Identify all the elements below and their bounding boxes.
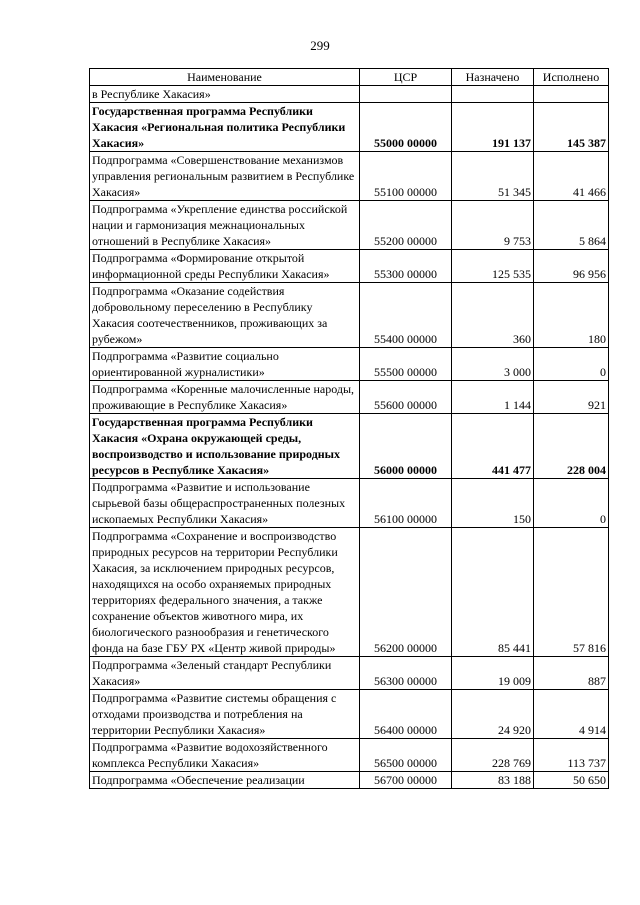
row-executed-cell: 228 004 xyxy=(534,414,609,479)
row-csr-cell: 55500 00000 xyxy=(360,348,452,381)
row-csr-cell: 56000 00000 xyxy=(360,414,452,479)
row-csr-cell: 55200 00000 xyxy=(360,201,452,250)
row-csr-cell: 56400 00000 xyxy=(360,690,452,739)
row-name-cell: Подпрограмма «Развитие социально ориентированной журналистики» xyxy=(90,348,360,381)
row-csr-cell: 56500 00000 xyxy=(360,739,452,772)
table-row xyxy=(90,201,609,250)
budget-table xyxy=(89,68,609,789)
row-executed-cell: 113 737 xyxy=(534,739,609,772)
row-name-cell: Подпрограмма «Оказание содействия добровольному переселению в Республику Хакасия соотечественников, проживающих за рубежом» xyxy=(90,283,360,348)
row-executed-cell: 5 864 xyxy=(534,201,609,250)
row-csr-cell: 56100 00000 xyxy=(360,479,452,528)
header-assigned: Назначено xyxy=(452,69,534,86)
row-csr-cell: 55400 00000 xyxy=(360,283,452,348)
row-name-cell: Подпрограмма «Коренные малочисленные народы, проживающие в Республике Хакасия» xyxy=(90,381,360,414)
row-assigned-cell: 85 441 xyxy=(452,528,534,657)
row-executed-cell: 41 466 xyxy=(534,152,609,201)
row-executed-cell: 96 956 xyxy=(534,250,609,283)
row-executed-cell: 0 xyxy=(534,479,609,528)
row-assigned-cell: 360 xyxy=(452,283,534,348)
row-assigned-cell: 1 144 xyxy=(452,381,534,414)
row-name-cell: в Республике Хакасия» xyxy=(90,86,360,103)
row-assigned-cell: 125 535 xyxy=(452,250,534,283)
row-executed-cell: 4 914 xyxy=(534,690,609,739)
row-csr-cell: 55600 00000 xyxy=(360,381,452,414)
row-csr-cell: 55300 00000 xyxy=(360,250,452,283)
table-row xyxy=(90,772,609,789)
row-assigned-cell: 51 345 xyxy=(452,152,534,201)
row-assigned-cell: 19 009 xyxy=(452,657,534,690)
row-csr-cell xyxy=(360,86,452,103)
table-row xyxy=(90,86,609,103)
row-name-cell: Подпрограмма «Формирование открытой информационной среды Республики Хакасия» xyxy=(90,250,360,283)
header-name: Наименование xyxy=(90,69,360,86)
row-assigned-cell: 9 753 xyxy=(452,201,534,250)
row-name-cell: Подпрограмма «Развитие системы обращения с отходами производства и потребления на территории Республики Хакасия» xyxy=(90,690,360,739)
table-header-row xyxy=(90,69,609,86)
row-name-cell: Подпрограмма «Развитие и использование сырьевой базы общераспространенных полезных ископаемых Республики Хакасия» xyxy=(90,479,360,528)
row-executed-cell: 921 xyxy=(534,381,609,414)
header-executed: Исполнено xyxy=(534,69,609,86)
row-executed-cell: 180 xyxy=(534,283,609,348)
row-executed-cell: 50 650 xyxy=(534,772,609,789)
row-name-cell: Подпрограмма «Зеленый стандарт Республики Хакасия» xyxy=(90,657,360,690)
row-assigned-cell: 150 xyxy=(452,479,534,528)
row-name-cell: Подпрограмма «Развитие водохозяйственного комплекса Республики Хакасия» xyxy=(90,739,360,772)
table-row xyxy=(90,348,609,381)
row-name-cell: Подпрограмма «Совершенствование механизмов управления региональным развитием в Республике Хакасия» xyxy=(90,152,360,201)
header-csr: ЦСР xyxy=(360,69,452,86)
row-assigned-cell: 191 137 xyxy=(452,103,534,152)
page-number: 299 xyxy=(310,38,330,53)
row-executed-cell xyxy=(534,86,609,103)
row-executed-cell: 0 xyxy=(534,348,609,381)
row-name-cell: Подпрограмма «Сохранение и воспроизводство природных ресурсов на территории Республики Хакасия, за исключением природных ресурсов, находящихся на особо охраняемых природных территориях федерального значения, а также сохранение объектов животного мира, их биологического разнообразия и генетического фонда на базе ГБУ РХ «Центр живой природы» xyxy=(90,528,360,657)
row-csr-cell: 56200 00000 xyxy=(360,528,452,657)
table-row xyxy=(90,103,609,152)
table-row xyxy=(90,690,609,739)
row-assigned-cell: 24 920 xyxy=(452,690,534,739)
row-assigned-cell: 441 477 xyxy=(452,414,534,479)
row-assigned-cell xyxy=(452,86,534,103)
row-executed-cell: 887 xyxy=(534,657,609,690)
row-name-cell: Государственная программа Республики Хакасия «Региональная политика Республики Хакасия» xyxy=(90,103,360,152)
row-executed-cell: 145 387 xyxy=(534,103,609,152)
row-name-cell: Подпрограмма «Укрепление единства российской нации и гармонизация межнациональных отношений в Республике Хакасия» xyxy=(90,201,360,250)
table-row xyxy=(90,739,609,772)
row-csr-cell: 56700 00000 xyxy=(360,772,452,789)
table-row xyxy=(90,479,609,528)
table-row xyxy=(90,152,609,201)
row-csr-cell: 55000 00000 xyxy=(360,103,452,152)
row-name-cell: Подпрограмма «Обеспечение реализации xyxy=(90,772,360,789)
table-row xyxy=(90,528,609,657)
row-csr-cell: 56300 00000 xyxy=(360,657,452,690)
table-row xyxy=(90,414,609,479)
table-row xyxy=(90,283,609,348)
row-csr-cell: 55100 00000 xyxy=(360,152,452,201)
row-assigned-cell: 228 769 xyxy=(452,739,534,772)
row-executed-cell: 57 816 xyxy=(534,528,609,657)
row-assigned-cell: 83 188 xyxy=(452,772,534,789)
row-assigned-cell: 3 000 xyxy=(452,348,534,381)
table-row xyxy=(90,657,609,690)
table-row xyxy=(90,250,609,283)
table-row xyxy=(90,381,609,414)
row-name-cell: Государственная программа Республики Хакасия «Охрана окружающей среды, воспроизводство и использование природных ресурсов в Республике Хакасия» xyxy=(90,414,360,479)
